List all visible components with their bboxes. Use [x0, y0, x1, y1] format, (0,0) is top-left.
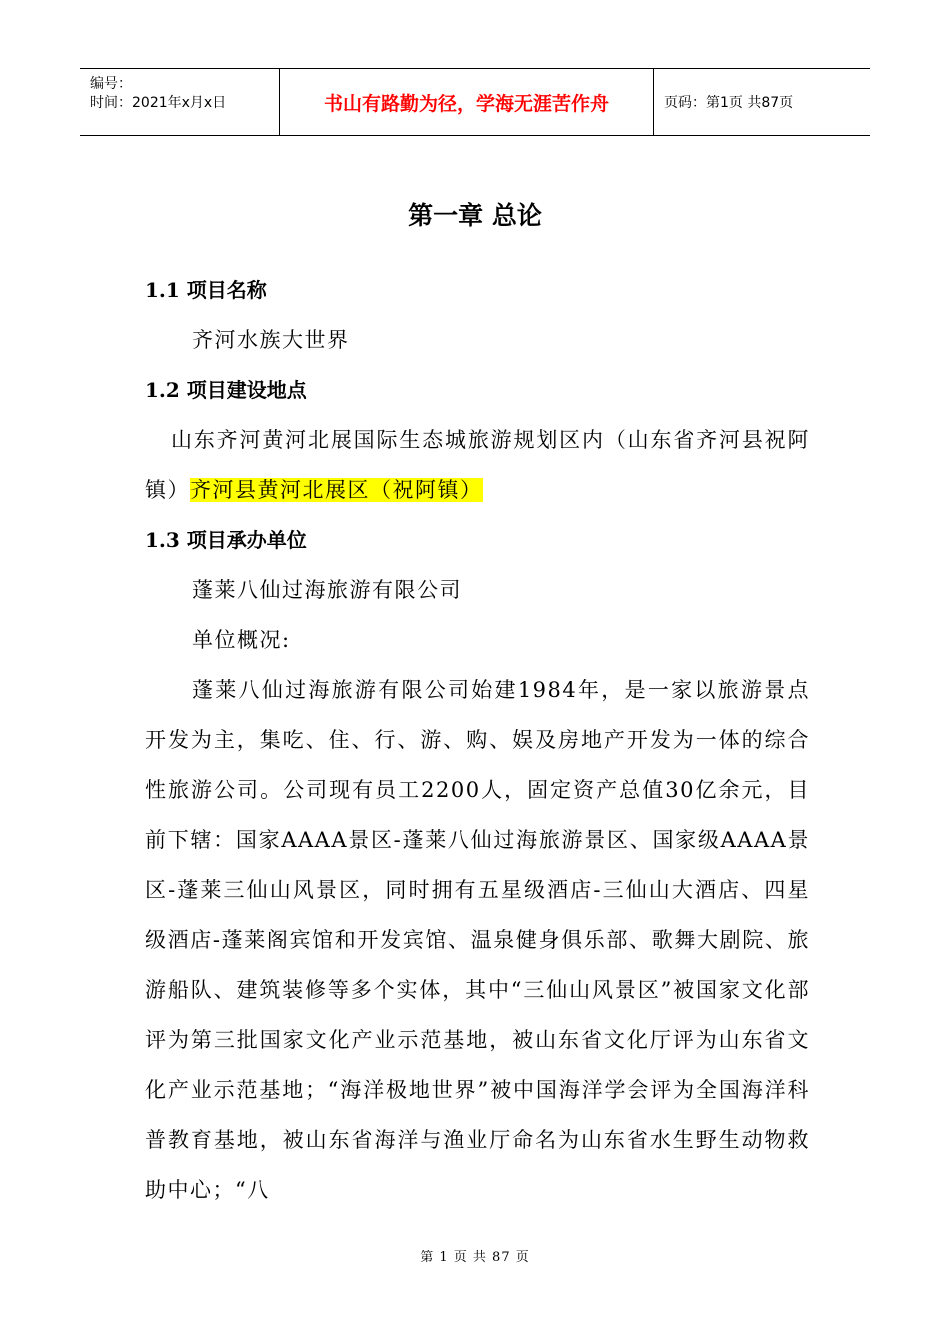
number-label: 编号：	[90, 76, 132, 92]
page-footer: 第 1 页 共 87 页	[420, 1250, 530, 1265]
document-header	[80, 68, 870, 136]
project-location	[145, 415, 810, 515]
time-label: 时间：2021年x月x日	[90, 95, 227, 111]
chapter-title: 第一章 总论	[408, 201, 542, 230]
overview-paragraph: 蓬莱八仙过海旅游有限公司始建1984年，是一家以旅游景点开发为主，集吃、住、行、游、购、娱及房地产开发为一体的综合性旅游公司。公司现有员工2200人，固定资产总值30亿余元，目前下辖：国家AAAA景区-蓬莱八仙过海旅游景区、国家级AAAA景区-蓬莱三仙山风景区，同时拥有五星级酒店-三仙山大酒店、四星级酒店-蓬莱阁宾馆和开发宾馆、温泉健身俱乐部、歌舞大剧院、旅游船队、建筑装修等多个实体，其中“三仙山风景区”被国家文化部评为第三批国家文化产业示范基地，被山东省文化厅评为山东省文化产业示范基地；“海洋极地世界”被中国海洋学会评为全国海洋科普教育基地，被山东省海洋与渔业厅命名为山东省水生野生动物救助中心；“八	[145, 678, 810, 1202]
location-text: 山东齐河黄河北展国际生态城旅游规划区内（山东省齐河县祝阿镇）	[145, 428, 810, 502]
overview-label: 单位概况:	[192, 628, 291, 652]
header-motto: 书山有路勤为径，学海无涯苦作舟	[280, 69, 654, 135]
header-page-code: 页码：第1页 共87页	[664, 95, 794, 111]
highlighted-location: 齐河县黄河北展区（祝阿镇）	[190, 478, 483, 502]
section-heading-1-3: 1.3 项目承办单位	[145, 528, 307, 552]
section-heading-1-1: 1.1 项目名称	[145, 278, 267, 302]
document-body	[145, 265, 810, 1215]
project-name: 齐河水族大世界	[192, 328, 350, 352]
section-heading-1-2: 1.2 项目建设地点	[145, 378, 307, 402]
header-meta	[80, 69, 280, 135]
company-name: 蓬莱八仙过海旅游有限公司	[192, 578, 462, 602]
